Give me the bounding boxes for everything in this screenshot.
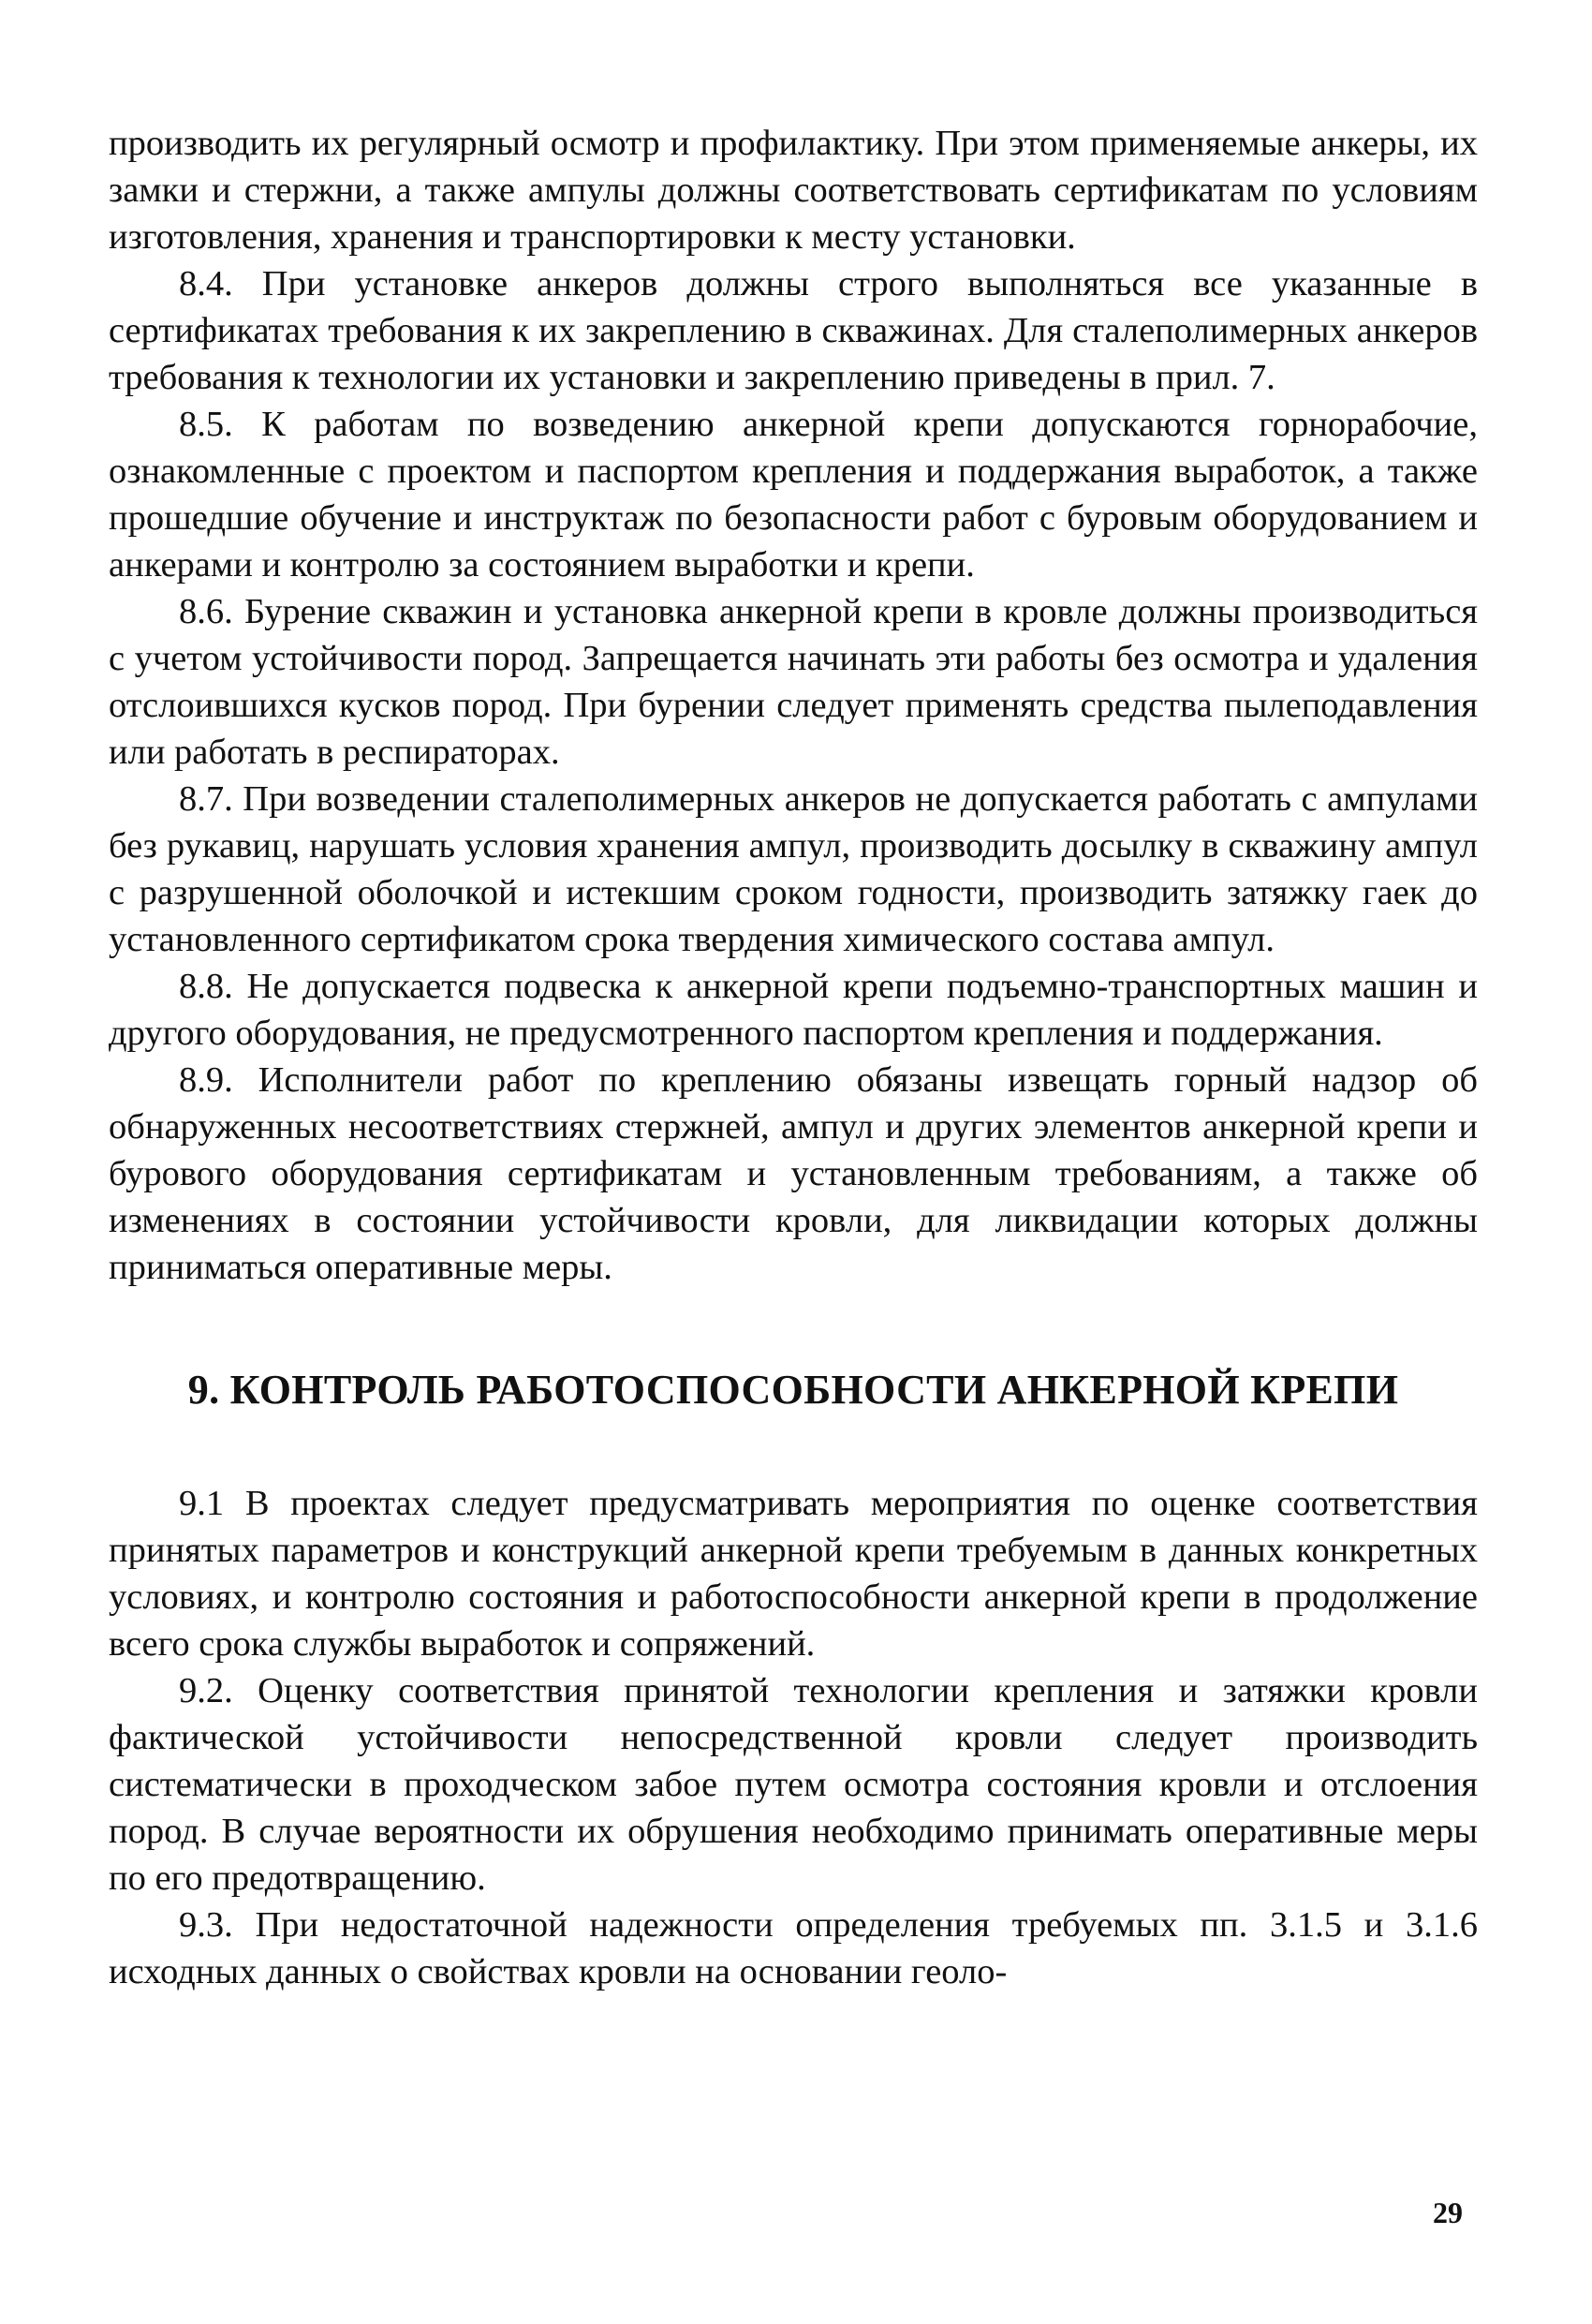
paragraph-9-2: 9.2. Оценку соответствия принятой технологии крепления и затяжки кровли фактической устойчивости непосредственной кровли следует производить систематически в проходческом забое путем осмотра состояния кровли и отслоения пород. В случае вероятности их обрушения необходимо принимать оперативные меры по его предотвращению. xyxy=(109,1671,1478,1898)
paragraph-8-5: 8.5. К работам по возведению анкерной крепи допускаются горнорабочие, ознакомленные с проектом и паспортом крепления и поддержания выработок, а также прошедшие обучение и инструктаж по безопасности работ с буровым оборудованием и анкерами и контролю за состоянием выработки и крепи. xyxy=(109,405,1478,585)
section-heading: 9. КОНТРОЛЬ РАБОТОСПОСОБНОСТИ АНКЕРНОЙ КРЕПИ xyxy=(187,1367,1399,1413)
page-number: 29 xyxy=(1433,2196,1463,2229)
paragraphs-after xyxy=(109,1480,1478,1995)
paragraph-9-3: 9.3. При недостаточной надежности определения требуемых пп. 3.1.5 и 3.1.6 исходных данных о свойствах кровли на основании геоло- xyxy=(109,1905,1478,1991)
document-page xyxy=(109,120,1478,1995)
paragraph-9-1: 9.1 В проектах следует предусматривать мероприятия по оценке соответствия принятых параметров и конструкций анкерной крепи требуемым в данных конкретных условиях, и контролю состояния и работоспособности анкерной крепи в продолжение всего срока службы выработок и сопряжений. xyxy=(109,1484,1478,1664)
paragraph-8-7: 8.7. При возведении сталеполимерных анкеров не допускается работать с ампулами без рукавиц, нарушать условия хранения ампул, производить досылку в скважину ампул с разрушенной оболочкой и истекшим сроком годности, производить затяжку гаек до установленного сертификатом срока твердения химического состава ампул. xyxy=(109,779,1478,959)
paragraph-8-4: 8.4. При установке анкеров должны строго выполняться все указанные в сертификатах требования к их закреплению в скважинах. Для сталеполимерных анкеров требования к технологии их установки и закреплению приведены в прил. 7. xyxy=(109,264,1478,397)
paragraph-8-9: 8.9. Исполнители работ по креплению обязаны извещать горный надзор об обнаруженных несоответствиях стержней, ампул и других элементов анкерной крепи и бурового оборудования сертификатам и установленным требованиям, а также об изменениях в состоянии устойчивости кровли, для ликвидации которых должны приниматься оперативные меры. xyxy=(109,1060,1478,1287)
paragraphs-before xyxy=(109,120,1478,1291)
paragraph: производить их регулярный осмотр и профилактику. При этом применяемые анкеры, их замки и стержни, а также ампулы должны соответствовать сертификатам по условиям изготовления, хранения и транспортировки к месту установки. xyxy=(109,124,1478,257)
paragraph-8-6: 8.6. Бурение скважин и установка анкерной крепи в кровле должны производиться с учетом устойчивости пород. Запрещается начинать эти работы без осмотра и удаления отслоившихся кусков пород. При бурении следует применять средства пылеподавления или работать в респираторах. xyxy=(109,592,1478,772)
paragraph-8-8: 8.8. Не допускается подвеска к анкерной крепи подъемно-транспортных машин и другого оборудования, не предусмотренного паспортом крепления и поддержания. xyxy=(109,967,1478,1053)
